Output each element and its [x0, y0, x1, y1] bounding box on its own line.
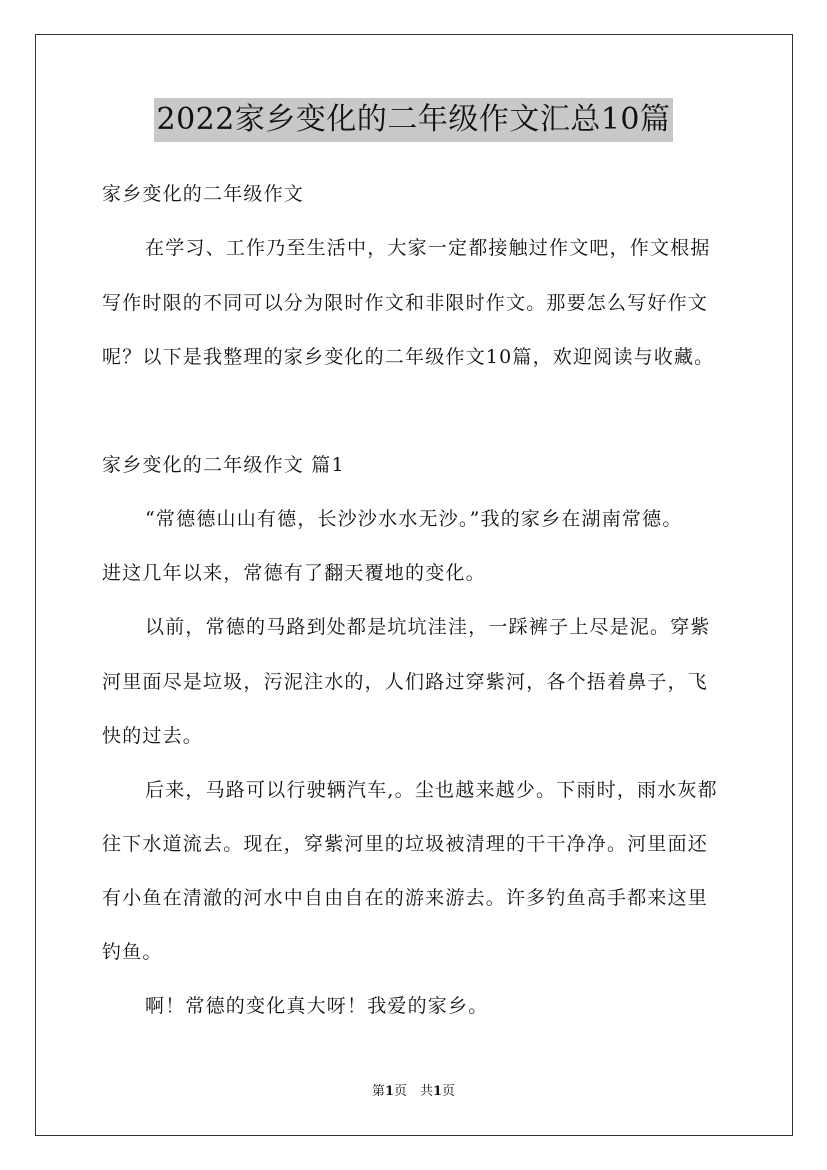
- paragraph-line: 后来，马路可以行驶辆汽车,。尘也越来越少。下雨时，雨水灰都: [145, 779, 718, 801]
- paragraph-line: 以前，常德的马路到处都是坑坑洼洼，一踩裤子上尽是泥。穿紫: [145, 616, 711, 638]
- section-heading: 家乡变化的二年级作文: [102, 183, 305, 205]
- paragraph-line: 有小鱼在清澈的河水中自由自在的游来游去。许多钓鱼高手都来这里: [102, 887, 709, 909]
- paragraph-line: 进这几年以来，常德有了翻天覆地的变化。: [102, 562, 486, 584]
- paragraph-line: 钓鱼。: [102, 941, 163, 963]
- footer-middle: 页 共: [393, 1084, 433, 1099]
- paragraph-line: 在学习、工作乃至生活中，大家一定都接触过作文吧，作文根据: [145, 237, 711, 259]
- footer-page-number: 1: [384, 1084, 394, 1099]
- essay-heading: 家乡变化的二年级作文 篇1: [102, 454, 345, 476]
- paragraph-line: “常德德山山有德，长沙沙水水无沙。”我的家乡在湖南常德。: [145, 508, 683, 530]
- footer-suffix: 页: [442, 1084, 456, 1099]
- paragraph-line: 快的过去。: [102, 725, 204, 747]
- footer-page-total: 1: [433, 1084, 443, 1099]
- footer-prefix: 第: [371, 1084, 385, 1099]
- paragraph-line: 啊！常德的变化真大呀！我爱的家乡。: [145, 995, 489, 1017]
- paragraph-line: 河里面尽是垃圾，污泥注水的，人们路过穿紫河，各个捂着鼻子，飞: [102, 671, 709, 693]
- paragraph-line: 写作时限的不同可以分为限时作文和非限时作文。那要怎么写好作文: [102, 292, 709, 314]
- document-title: 2022家乡变化的二年级作文汇总10篇: [154, 98, 672, 142]
- title-container: [0, 98, 827, 142]
- page-footer: [0, 1083, 827, 1101]
- paragraph-line: 往下水道流去。现在，穿紫河里的垃圾被清理的干干净净。河里面还: [102, 833, 709, 855]
- paragraph-line: 呢？以下是我整理的家乡变化的二年级作文10篇，欢迎阅读与收藏。: [102, 346, 715, 368]
